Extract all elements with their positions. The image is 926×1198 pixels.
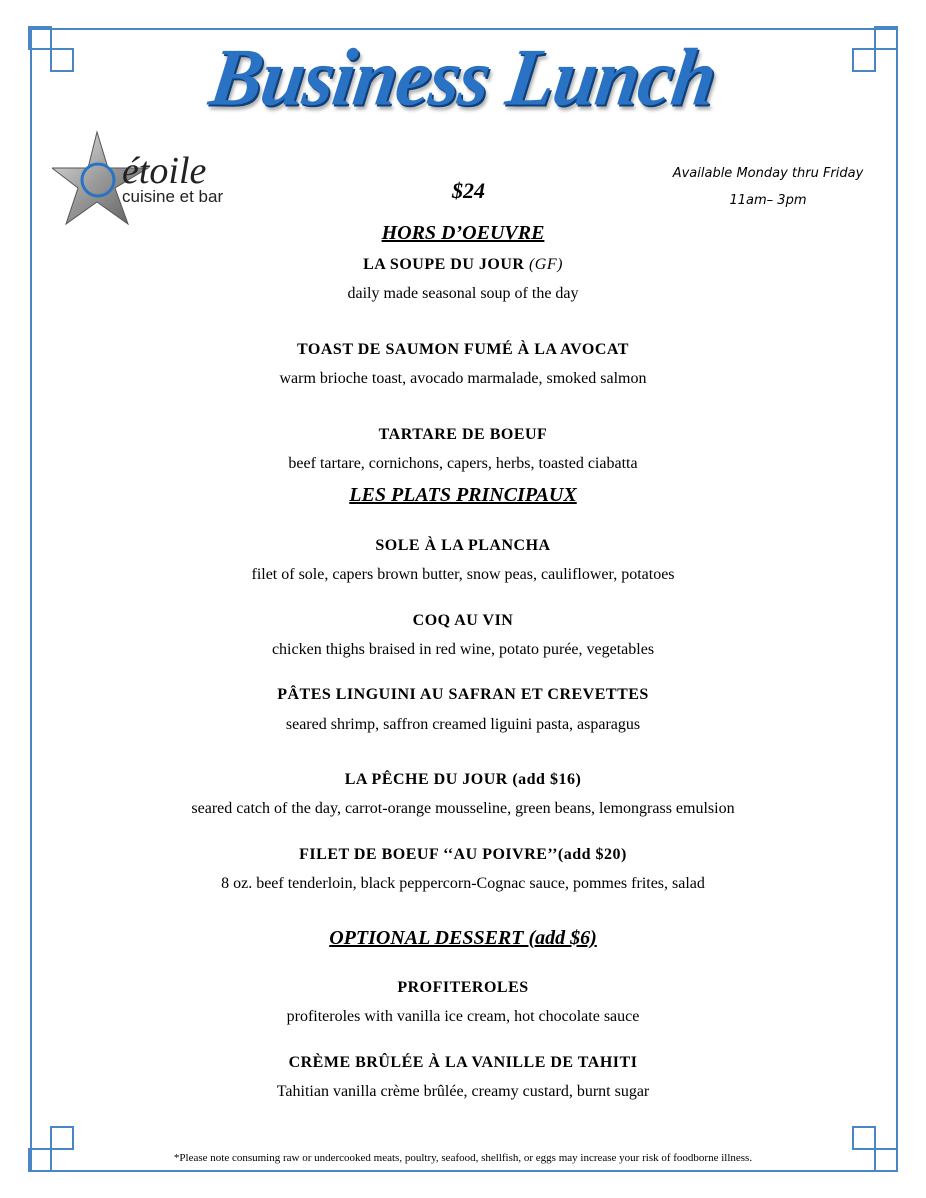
- section-heading-plats-principaux: LES PLATS PRINCIPAUX: [349, 484, 577, 506]
- dish-description: chicken thighs braised in red wine, potato purée, vegetables: [271, 641, 655, 658]
- dish-name: TOAST DE SAUMON FUMÉ À LA AVOCAT: [297, 341, 629, 358]
- availability-info: [668, 160, 868, 214]
- availability-hours: 11am– 3pm: [729, 193, 807, 208]
- dish-description: 8 oz. beef tenderloin, black peppercorn-Cognac sauce, pommes frites, salad: [221, 875, 705, 892]
- dish-description: Tahitian vanilla crème brûlée, creamy custard, burnt sugar: [276, 1083, 650, 1100]
- dish-name: TARTARE DE BOEUF: [378, 426, 548, 443]
- restaurant-logo: [52, 130, 262, 225]
- dish-name: [0, 256, 926, 274]
- gluten-free-tag: (GF): [528, 256, 563, 273]
- dish-description: beef tartare, cornichons, capers, herbs, toasted ciabatta: [288, 455, 638, 472]
- dish-description: daily made seasonal soup of the day: [347, 285, 579, 302]
- dish-name: PÂTES LINGUINI AU SAFRAN ET CREVETTES: [277, 686, 649, 703]
- food-safety-footnote: *Please note consuming raw or undercooked meats, poultry, seafood, shellfish, or eggs may increase your risk of foodborne illness.: [173, 1152, 753, 1164]
- menu-price: $24: [452, 178, 485, 203]
- availability-days: Available Monday thru Friday: [672, 166, 864, 181]
- dish-name: LA PÊCHE DU JOUR (add $16): [344, 771, 582, 788]
- corner-ornament-bottom-right: [848, 1122, 898, 1172]
- menu-title: Business Lunch: [204, 30, 722, 123]
- dish-name: CRÈME BRÛLÉE À LA VANILLE DE TAHITI: [288, 1054, 638, 1071]
- dish-description: seared shrimp, saffron creamed liguini pasta, asparagus: [285, 716, 641, 733]
- logo-tagline: cuisine et bar: [122, 187, 224, 206]
- dish-description: seared catch of the day, carrot-orange mousseline, green beans, lemongrass emulsion: [191, 800, 735, 817]
- dish-name: PROFITEROLES: [397, 979, 529, 996]
- dish-title: LA SOUPE DU JOUR: [363, 256, 525, 273]
- section-heading-dessert: OPTIONAL DESSERT (add $6): [329, 927, 597, 949]
- dish-name: COQ AU VIN: [412, 612, 514, 629]
- section-heading-hors-doeuvre: HORS D’OEUVRE: [381, 222, 545, 244]
- dish-name: SOLE À LA PLANCHA: [375, 537, 551, 554]
- dish-description: profiteroles with vanilla ice cream, hot chocolate sauce: [286, 1008, 640, 1025]
- dish-description: filet of sole, capers brown butter, snow peas, cauliflower, potatoes: [251, 566, 675, 583]
- dish-name: FILET DE BOEUF ‘‘AU POIVRE’’(add $20): [299, 846, 627, 863]
- corner-ornament-bottom-left: [28, 1122, 78, 1172]
- dish-description: warm brioche toast, avocado marmalade, smoked salmon: [279, 370, 647, 387]
- logo-wordmark: étoile: [122, 150, 207, 192]
